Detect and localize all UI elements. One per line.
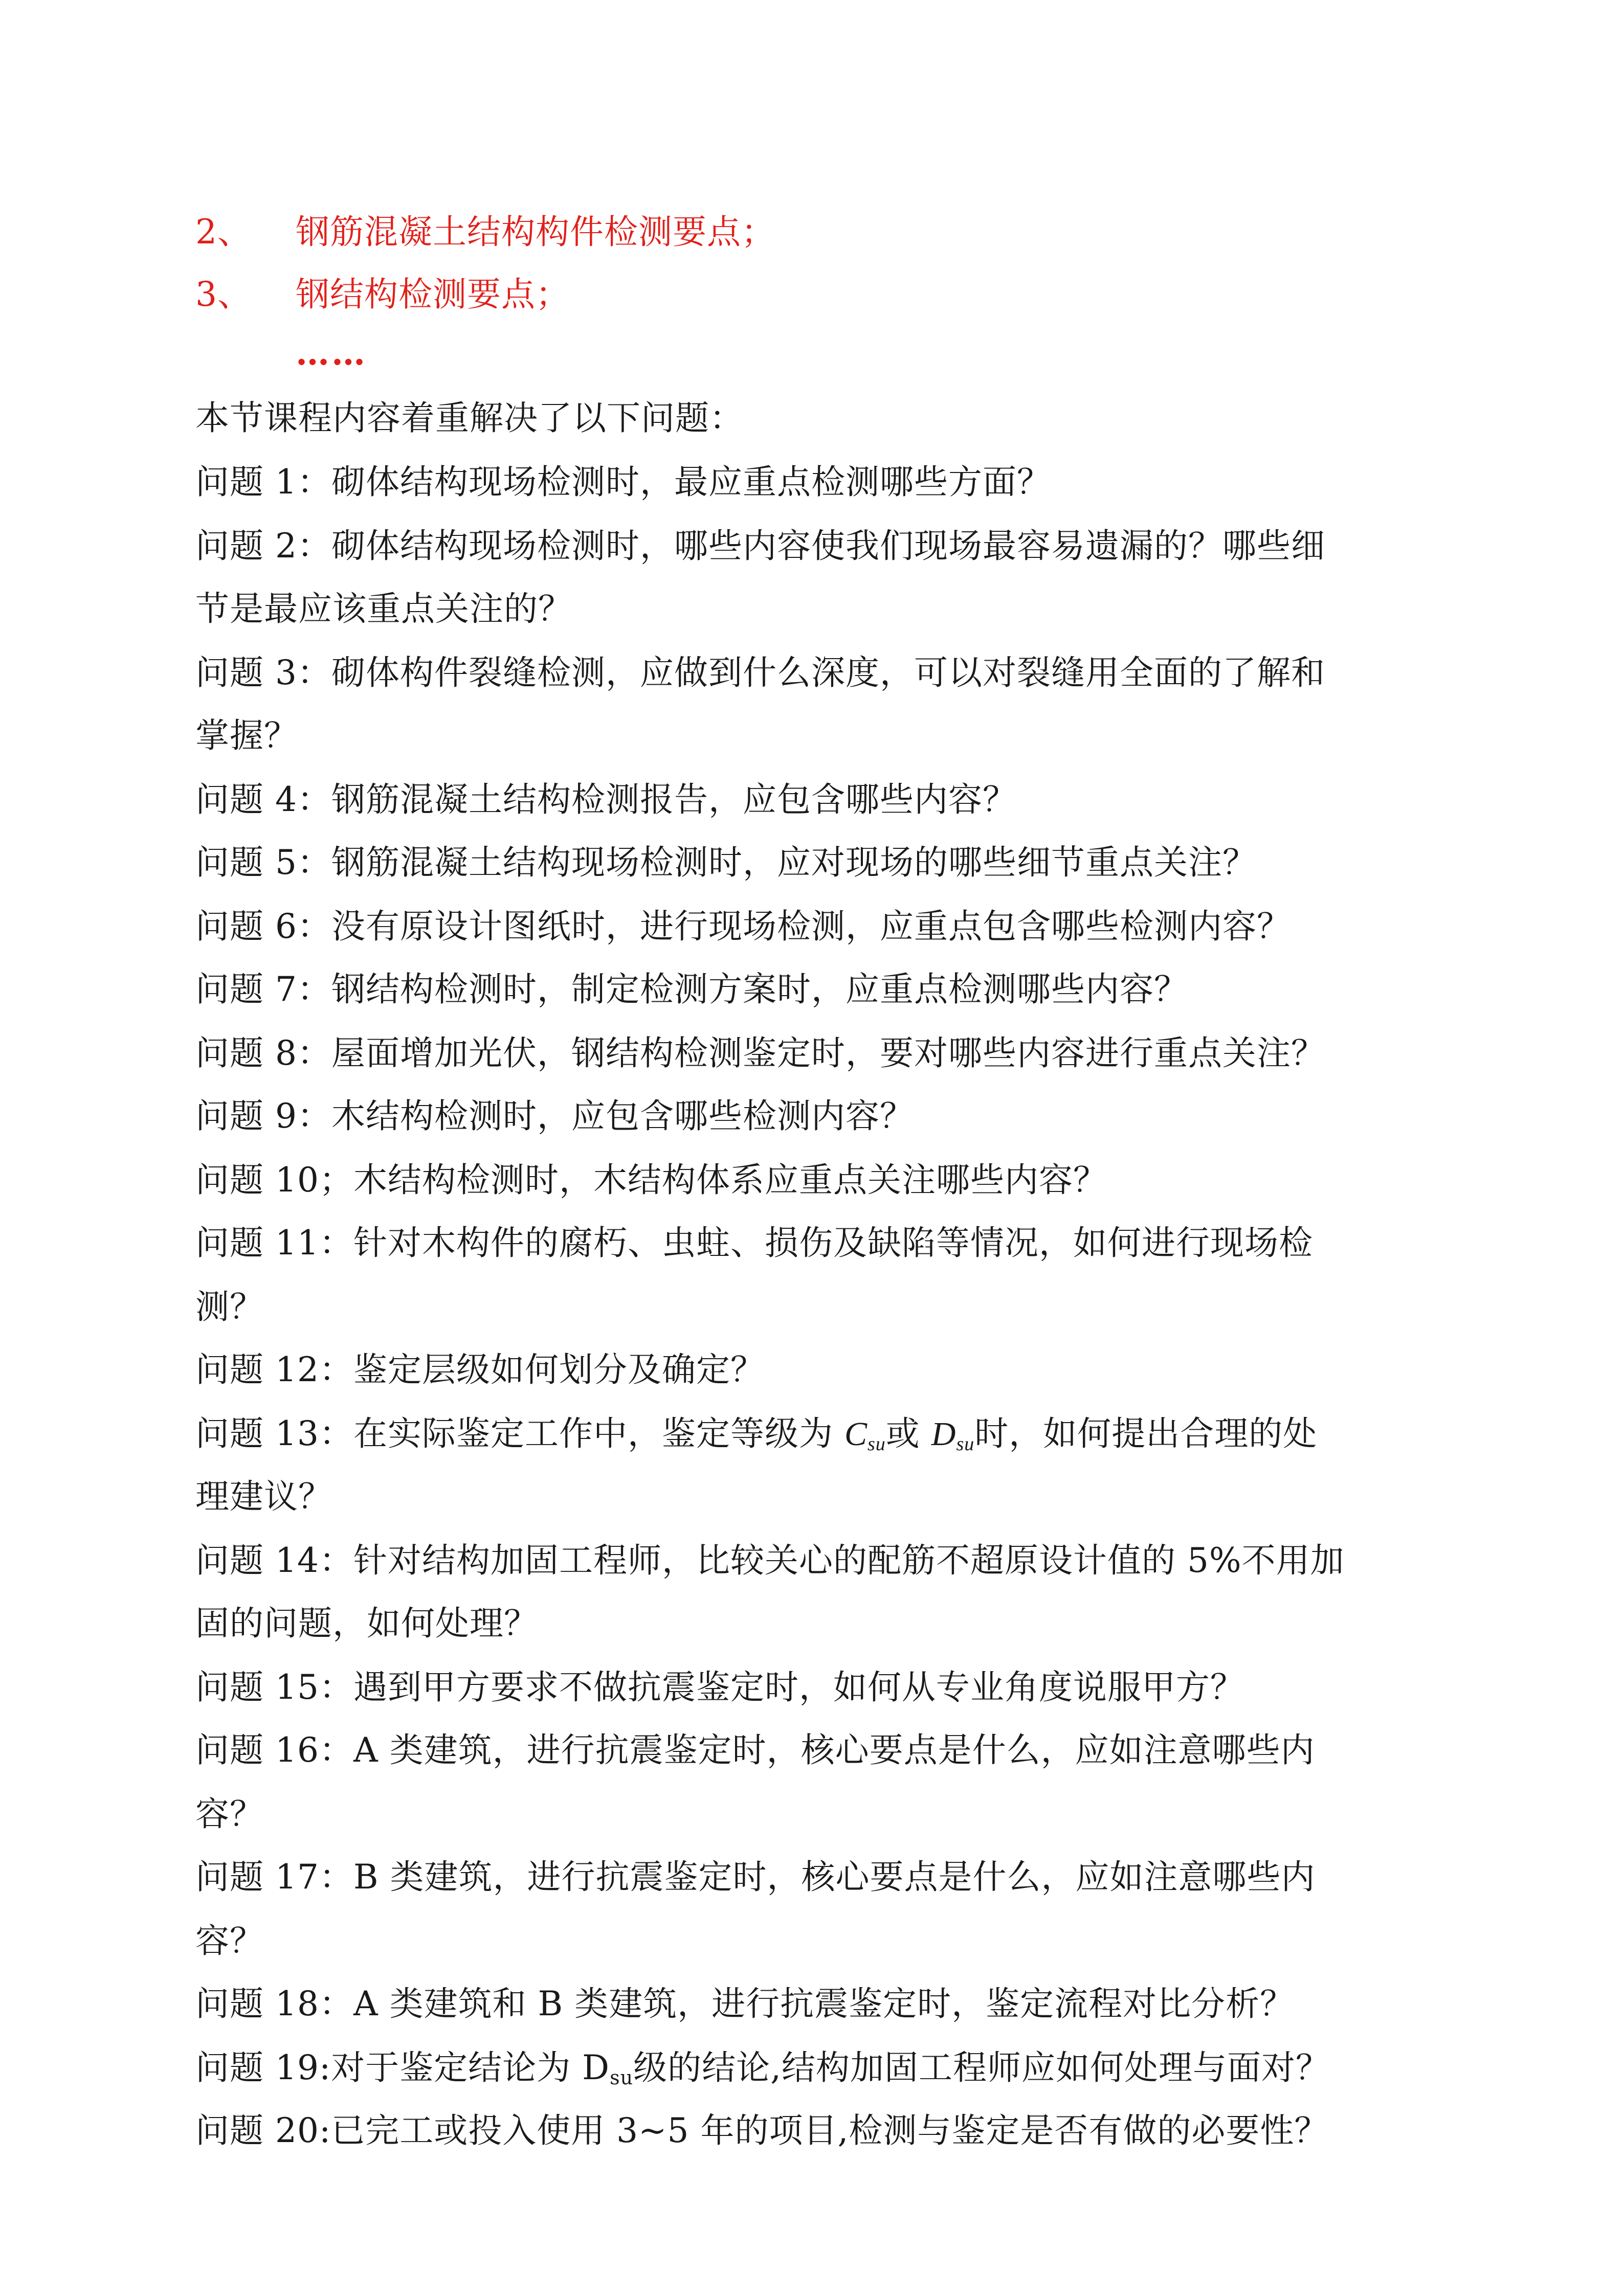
question-14-line-1: 问题 14：针对结构加固工程师，比较关心的配筋不超原设计值的 5%不用加 <box>195 1541 1345 1580</box>
question-17-line-2: 容？ <box>195 1921 264 1961</box>
question-9: 问题 9：木结构检测时，应包含哪些检测内容？ <box>195 1096 914 1136</box>
question-6: 问题 6：没有原设计图纸时，进行现场检测，应重点包含哪些检测内容？ <box>195 907 1291 946</box>
toc-text: 钢筋混凝土结构构件检测要点； <box>296 212 775 252</box>
question-10: 问题 10；木结构检测时，木结构体系应重点关注哪些内容？ <box>195 1160 1107 1200</box>
question-20: 问题 20:已完工或投入使用 3~5 年的项目,检测与鉴定是否有做的必要性？ <box>195 2111 1329 2150</box>
question-18: 问题 18：A 类建筑和 B 类建筑，进行抗震鉴定时，鉴定流程对比分析？ <box>195 1984 1295 2023</box>
question-13-text-b: 时，如何提出合理的处 <box>974 1414 1318 1453</box>
question-13-line-2: 理建议？ <box>195 1477 332 1516</box>
question-2-line-1: 问题 2：砌体结构现场检测时，哪些内容使我们现场最容易遗漏的？哪些细 <box>195 526 1325 566</box>
question-16-line-2: 容？ <box>195 1794 264 1834</box>
toc-text: 钢结构检测要点； <box>296 275 570 314</box>
question-13-text-a: 问题 13：在实际鉴定工作中，鉴定等级为 <box>195 1414 844 1453</box>
question-19-text-a: 问题 19:对于鉴定结论为 D <box>195 2048 610 2087</box>
question-16-line-1: 问题 16：A 类建筑，进行抗震鉴定时，核心要点是什么，应如注意哪些内 <box>195 1730 1315 1770</box>
question-4: 问题 4：钢筋混凝土结构检测报告，应包含哪些内容？ <box>195 780 1017 819</box>
question-19-subscript: su <box>610 2066 634 2089</box>
question-12: 问题 12：鉴定层级如何划分及确定？ <box>195 1350 765 1389</box>
intro-text: 本节课程内容着重解决了以下问题： <box>195 398 744 438</box>
question-17-line-1: 问题 17：B 类建筑，进行抗震鉴定时，核心要点是什么，应如注意哪些内 <box>195 1857 1316 1897</box>
question-13-or: 或 <box>885 1414 931 1453</box>
toc-number: 3、 <box>195 275 252 314</box>
math-d: D <box>931 1415 956 1453</box>
toc-number: 2、 <box>195 212 252 252</box>
math-c: C <box>844 1415 867 1453</box>
question-7: 问题 7：钢结构检测时，制定检测方案时，应重点检测哪些内容？ <box>195 970 1188 1009</box>
question-11-line-1: 问题 11：针对木构件的腐朽、虫蛀、损伤及缺陷等情况，如何进行现场检 <box>195 1223 1313 1263</box>
math-c-subscript: su <box>867 1433 886 1455</box>
question-19-text-b: 级的结论,结构加固工程师应如何处理与面对？ <box>633 2048 1330 2087</box>
math-d-subscript: su <box>956 1433 975 1455</box>
question-19 <box>195 2047 1438 2098</box>
question-13-line-1 <box>195 1413 1438 1465</box>
question-2-line-2: 节是最应该重点关注的？ <box>195 589 572 628</box>
question-3-line-2: 掌握？ <box>195 716 298 755</box>
question-8: 问题 8：屋面增加光伏，钢结构检测鉴定时，要对哪些内容进行重点关注？ <box>195 1033 1325 1073</box>
question-11-line-2: 测？ <box>195 1287 264 1326</box>
question-5: 问题 5：钢筋混凝土结构现场检测时，应对现场的哪些细节重点关注？ <box>195 843 1257 882</box>
question-15: 问题 15：遇到甲方要求不做抗震鉴定时，如何从专业角度说服甲方？ <box>195 1668 1244 1707</box>
ellipsis-text: …… <box>296 333 367 373</box>
question-1: 问题 1：砌体结构现场检测时，最应重点检测哪些方面？ <box>195 462 1051 502</box>
question-3-line-1: 问题 3：砌体构件裂缝检测，应做到什么深度，可以对裂缝用全面的了解和 <box>195 653 1325 692</box>
question-14-line-2: 固的问题，如何处理？ <box>195 1604 538 1643</box>
